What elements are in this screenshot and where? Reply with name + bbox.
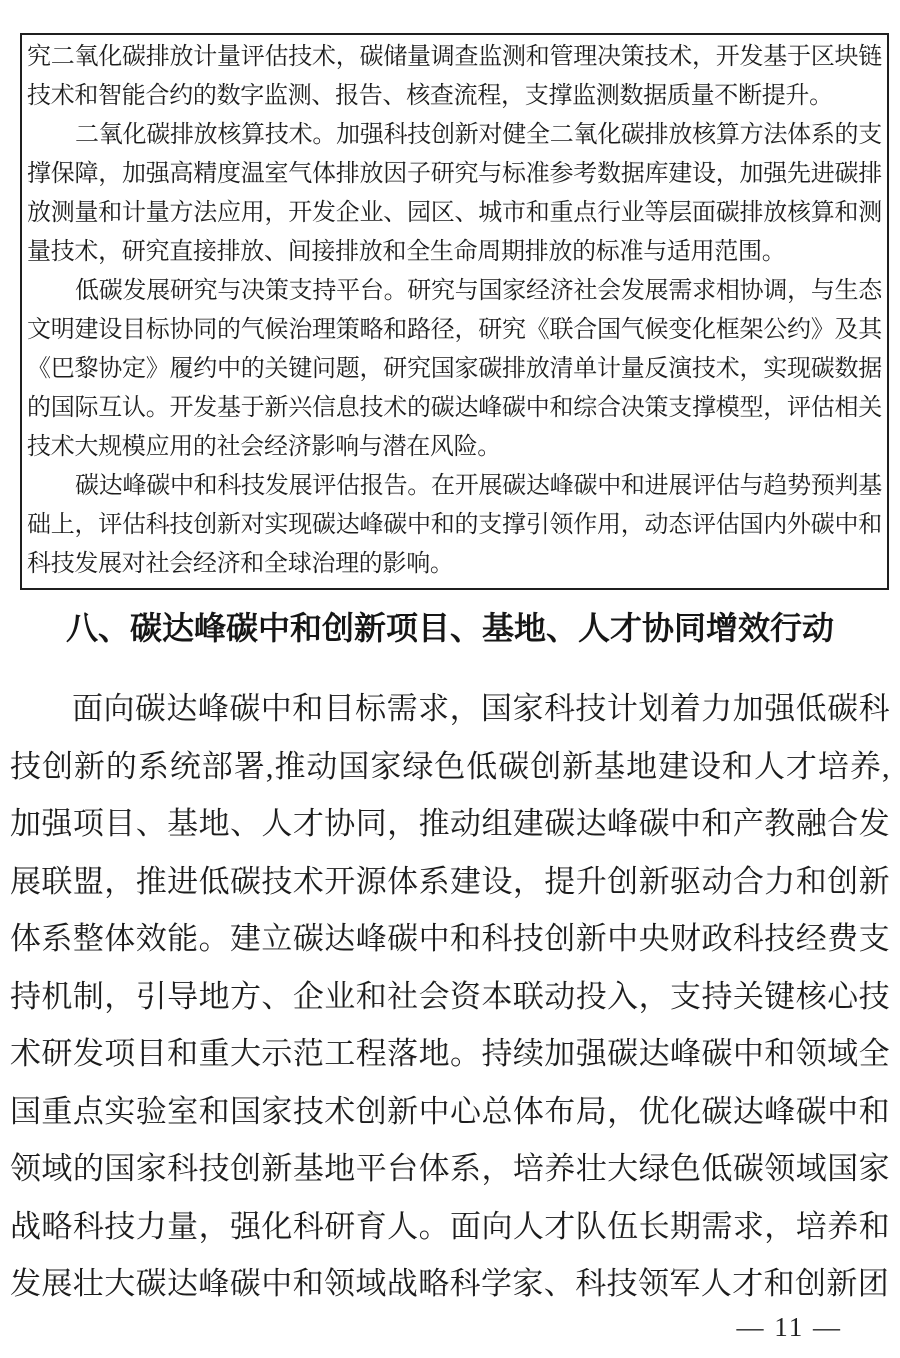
boxed-paragraph-accounting-tech: 二氧化碳排放核算技术。加强科技创新对健全二氧化碳排放核算方法体系的支撑保障，加强高精度温室气体排放因子研究与标准参考数据库建设，加强先进碳排放测量和计量方法应用，开发企业、园区、城市和重点行业等层面碳排放核算和测量技术，研究直接排放、间接排放和全生命周期排放的标准与适用范围。 — [27, 122, 882, 265]
boxed-paragraph-continuation: 究二氧化碳排放计量评估技术，碳储量调查监测和管理决策技术，开发基于区块链技术和智能合约的数字监测、报告、核查流程，支撑监测数据质量不断提升。 — [27, 44, 882, 109]
boxed-paragraph-low-carbon-platform: 低碳发展研究与决策支持平台。研究与国家经济社会发展需求相协调，与生态文明建设目标协同的气候治理策略和路径，研究《联合国气候变化框架公约》及其《巴黎协定》履约中的关键问题，研究国家碳排放清单计量反演技术，实现碳数据的国际互认。开发基于新兴信息技术的碳达峰碳中和综合决策支撑模型，评估相关技术大规模应用的社会经济影响与潜在风险。 — [27, 278, 882, 460]
boxed-paragraph-evaluation-report: 碳达峰碳中和科技发展评估报告。在开展碳达峰碳中和进展评估与趋势预判基础上，评估科技创新对实现碳达峰碳中和的支撑引领作用，动态评估国内外碳中和科技发展对社会经济和全球治理的影响。 — [27, 473, 882, 577]
body-paragraph: 面向碳达峰碳中和目标需求，国家科技计划着力加强低碳科技创新的系统部署,推动国家绿色低碳创新基地建设和人才培养,加强项目、基地、人才协同，推动组建碳达峰碳中和产教融合发展联盟，推进低碳技术开源体系建设，提升创新驱动合力和创新体系整体效能。建立碳达峰碳中和科技创新中央财政科技经费支持机制，引导地方、企业和社会资本联动投入，支持关键核心技术研发项目和重大示范工程落地。持续加强碳达峰碳中和领域全国重点实验室和国家技术创新中心总体布局，优化碳达峰碳中和领域的国家科技创新基地平台体系，培养壮大绿色低碳领域国家战略科技力量，强化科研育人。面向人才队伍长期需求，培养和发展壮大碳达峰碳中和领域战略科学家、科技领军人才和创新团 — [10, 691, 890, 1301]
section-heading: 八、碳达峰碳中和创新项目、基地、人才协同增效行动 — [65, 610, 834, 646]
boxed-text-block — [20, 33, 889, 590]
page-number: — 11 — — [736, 1312, 842, 1342]
